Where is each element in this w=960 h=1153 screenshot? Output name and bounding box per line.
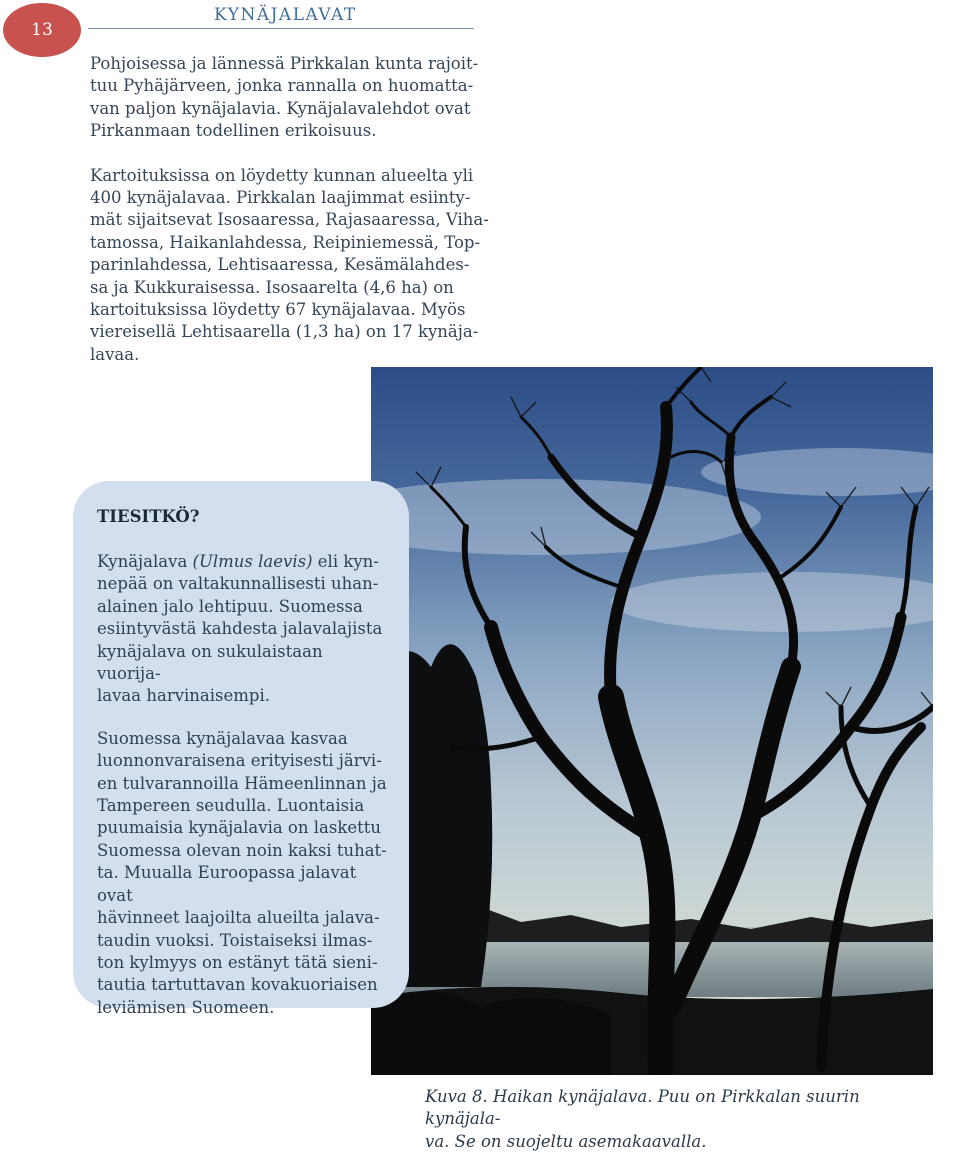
section-heading: KYNÄJALAVAT <box>214 5 357 25</box>
page-number: 13 <box>31 20 53 40</box>
info-box-paragraph-1-rest: eli kyn- nepää on valtakunnallisesti uhan- alainen jalo lehtipuu. Suomessa esiintyvästä kahdesta jalavalajista kynäjalava on sukulaistaan vuorija- lavaa harvinaisempi. <box>97 552 383 706</box>
body-text <box>90 53 490 366</box>
body-paragraph-2: Kartoituksissa on löydetty kunnan alueelta yli 400 kynäjalavaa. Pirkkalan laajimmat esiinty- mät sijaitsevat Isosaaressa, Rajasaaressa, Viha- tamossa, Haikanlahdessa, Reipiniemessä, Top- parinlahdessa, Lehtisaaressa, Kesämälahdes- sa ja Kukkuraisessa. Isosaarelta (4,6 ha) on kartoituksissa löydetty 67 kynäjalavaa. Myös viereisellä Lehtisaarella (1,3 ha) on 17 kynäja- lavaa. <box>90 165 489 364</box>
heading-divider <box>88 28 474 29</box>
page-number-badge <box>3 3 81 57</box>
info-box-paragraph-1 <box>97 551 389 708</box>
info-box-lead: Kynäjalava <box>97 552 193 571</box>
info-box <box>73 481 409 1017</box>
info-box-latin-name: (Ulmus laevis) <box>192 552 313 571</box>
info-box-title: TIESITKÖ? <box>97 507 200 526</box>
body-paragraph-1: Pohjoisessa ja lännessä Pirkkalan kunta rajoit- tuu Pyhäjärveen, jonka rannalla on huomatta- van paljon kynäjalavia. Kynäjalavalehdot ovat Pirkanmaan todellinen erikoisuus. <box>90 54 479 141</box>
info-box-paragraph-2: Suomessa kynäjalavaa kasvaa luonnonvaraisena erityisesti järvi- en tulvarannoilla Hämeenlinnan ja Tampereen seudulla. Luontaisia puumaisia kynäjalavia on laskettu Suomessa olevan noin kaksi tuhat- ta. Muualla Euroopassa jalavat ovat hävinneet laajoilta alueilta jalava- taudin vuoksi. Toistaiseksi ilmas- ton kylmyys on estänyt tätä sieni- tautia tartuttavan kovakuoriaisen leviämisen Suomeen. <box>97 728 387 1017</box>
elm-tree-photo <box>371 367 933 1075</box>
photo-caption: Kuva 8. Haikan kynäjalava. Puu on Pirkkalan suurin kynäjala- va. Se on suojeltu asemakaavalla. <box>425 1087 860 1151</box>
